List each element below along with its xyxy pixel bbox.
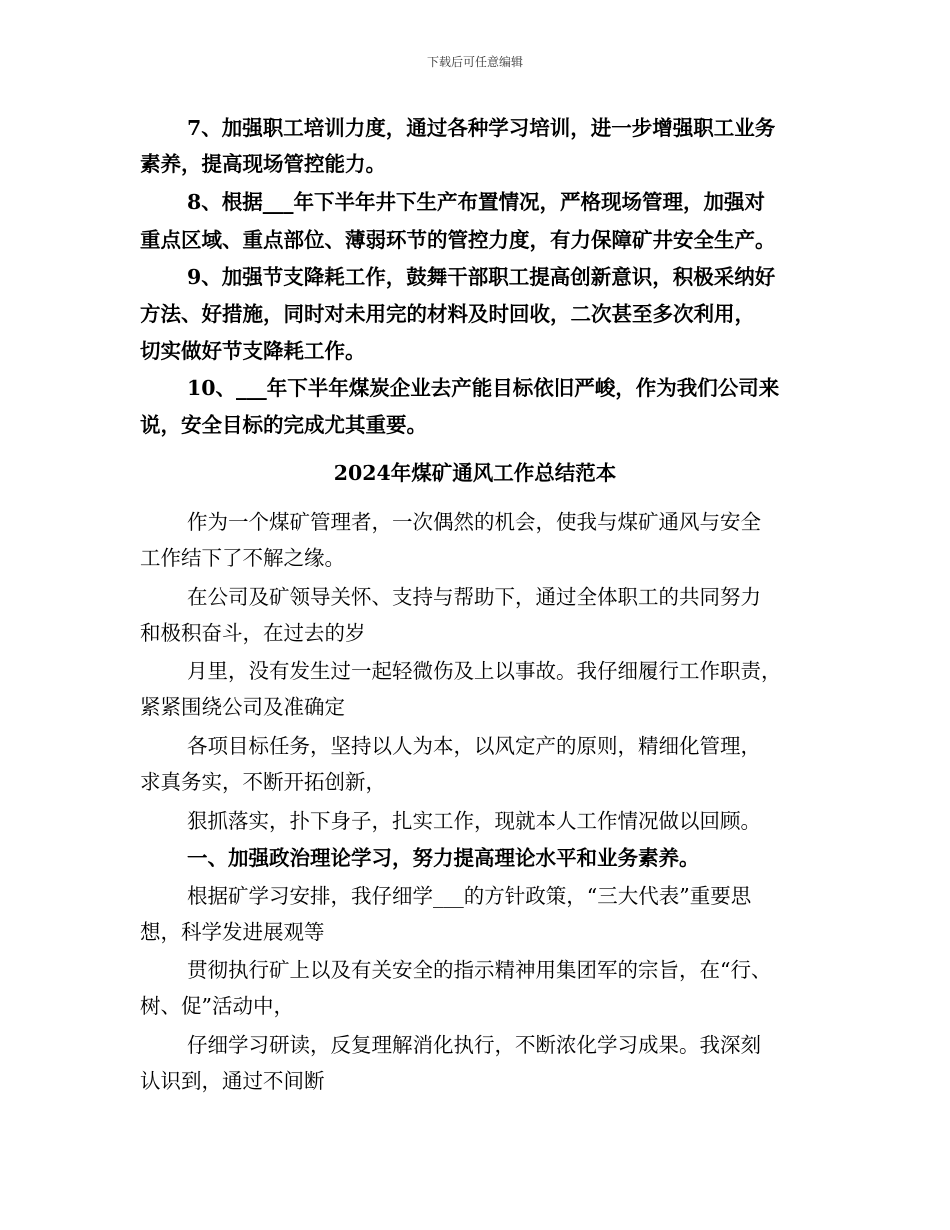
paragraph-line: 9、加强节支降耗工作，鼓舞干部职工提高创新意识，积极采纳好 [187, 265, 776, 289]
paragraph-line: 月里，没有发生过一起轻微伤及上以事故。我仔细履行工作职责， [187, 659, 782, 683]
paragraph-line: 10、___年下半年煤炭企业去产能目标依旧严峻，作为我们公司来 [187, 376, 780, 400]
paragraph-line: 想，科学发进展观等 [140, 920, 325, 944]
paragraph-line: 素养，提高现场管控能力。 [140, 152, 386, 176]
paragraph-line: 说，安全目标的完成尤其重要。 [140, 413, 427, 437]
paragraph-line: 切实做好节支降耗工作。 [140, 339, 366, 363]
paragraph-line: 8、根据___年下半年井下生产布置情况，严格现场管理，加强对 [187, 190, 766, 214]
paragraph-line: 根据矿学习安排，我仔细学___的方针政策，“三大代表”重要思 [187, 884, 752, 908]
paragraph-line: 重点区域、重点部位、薄弱环节的管控力度，有力保障矿井安全生产。 [140, 228, 776, 252]
paragraph-line: 7、加强职工培训力度，通过各种学习培训，进一步增强职工业务 [187, 116, 776, 140]
document-title: 2024年煤矿通风工作总结范本 [333, 461, 617, 485]
page-header-note: 下载后可任意编辑 [426, 55, 523, 69]
section-heading: 一、加强政治理论学习，努力提高理论水平和业务素养。 [187, 846, 700, 870]
paragraph-line: 仔细学习研读，反复理解消化执行，不断浓化学习成果。我深刻 [187, 1033, 761, 1057]
paragraph-line: 工作结下了不解之缘。 [140, 546, 345, 570]
paragraph-line: 树、促”活动中， [140, 994, 294, 1018]
paragraph-line: 作为一个煤矿管理者，一次偶然的机会，使我与煤矿通风与安全 [187, 510, 761, 534]
paragraph-line: 贯彻执行矿上以及有关安全的指示精神用集团军的宗旨，在“行、 [187, 958, 772, 982]
paragraph-line: 紧紧围绕公司及准确定 [140, 695, 345, 719]
paragraph-line: 认识到，通过不间断 [140, 1069, 325, 1093]
paragraph-line: 狠抓落实，扑下身子，扎实工作，现就本人工作情况做以回顾。 [187, 809, 761, 833]
paragraph-line: 和极积奋斗，在过去的岁 [140, 621, 366, 645]
paragraph-line: 求真务实，不断开拓创新， [140, 770, 386, 794]
paragraph-line: 在公司及矿领导关怀、支持与帮助下，通过全体职工的共同努力 [187, 585, 761, 609]
paragraph-line: 方法、好措施，同时对未用完的材料及时回收，二次甚至多次利用， [140, 302, 755, 326]
paragraph-line: 各项目标任务，坚持以人为本，以风定产的原则，精细化管理， [187, 734, 761, 758]
